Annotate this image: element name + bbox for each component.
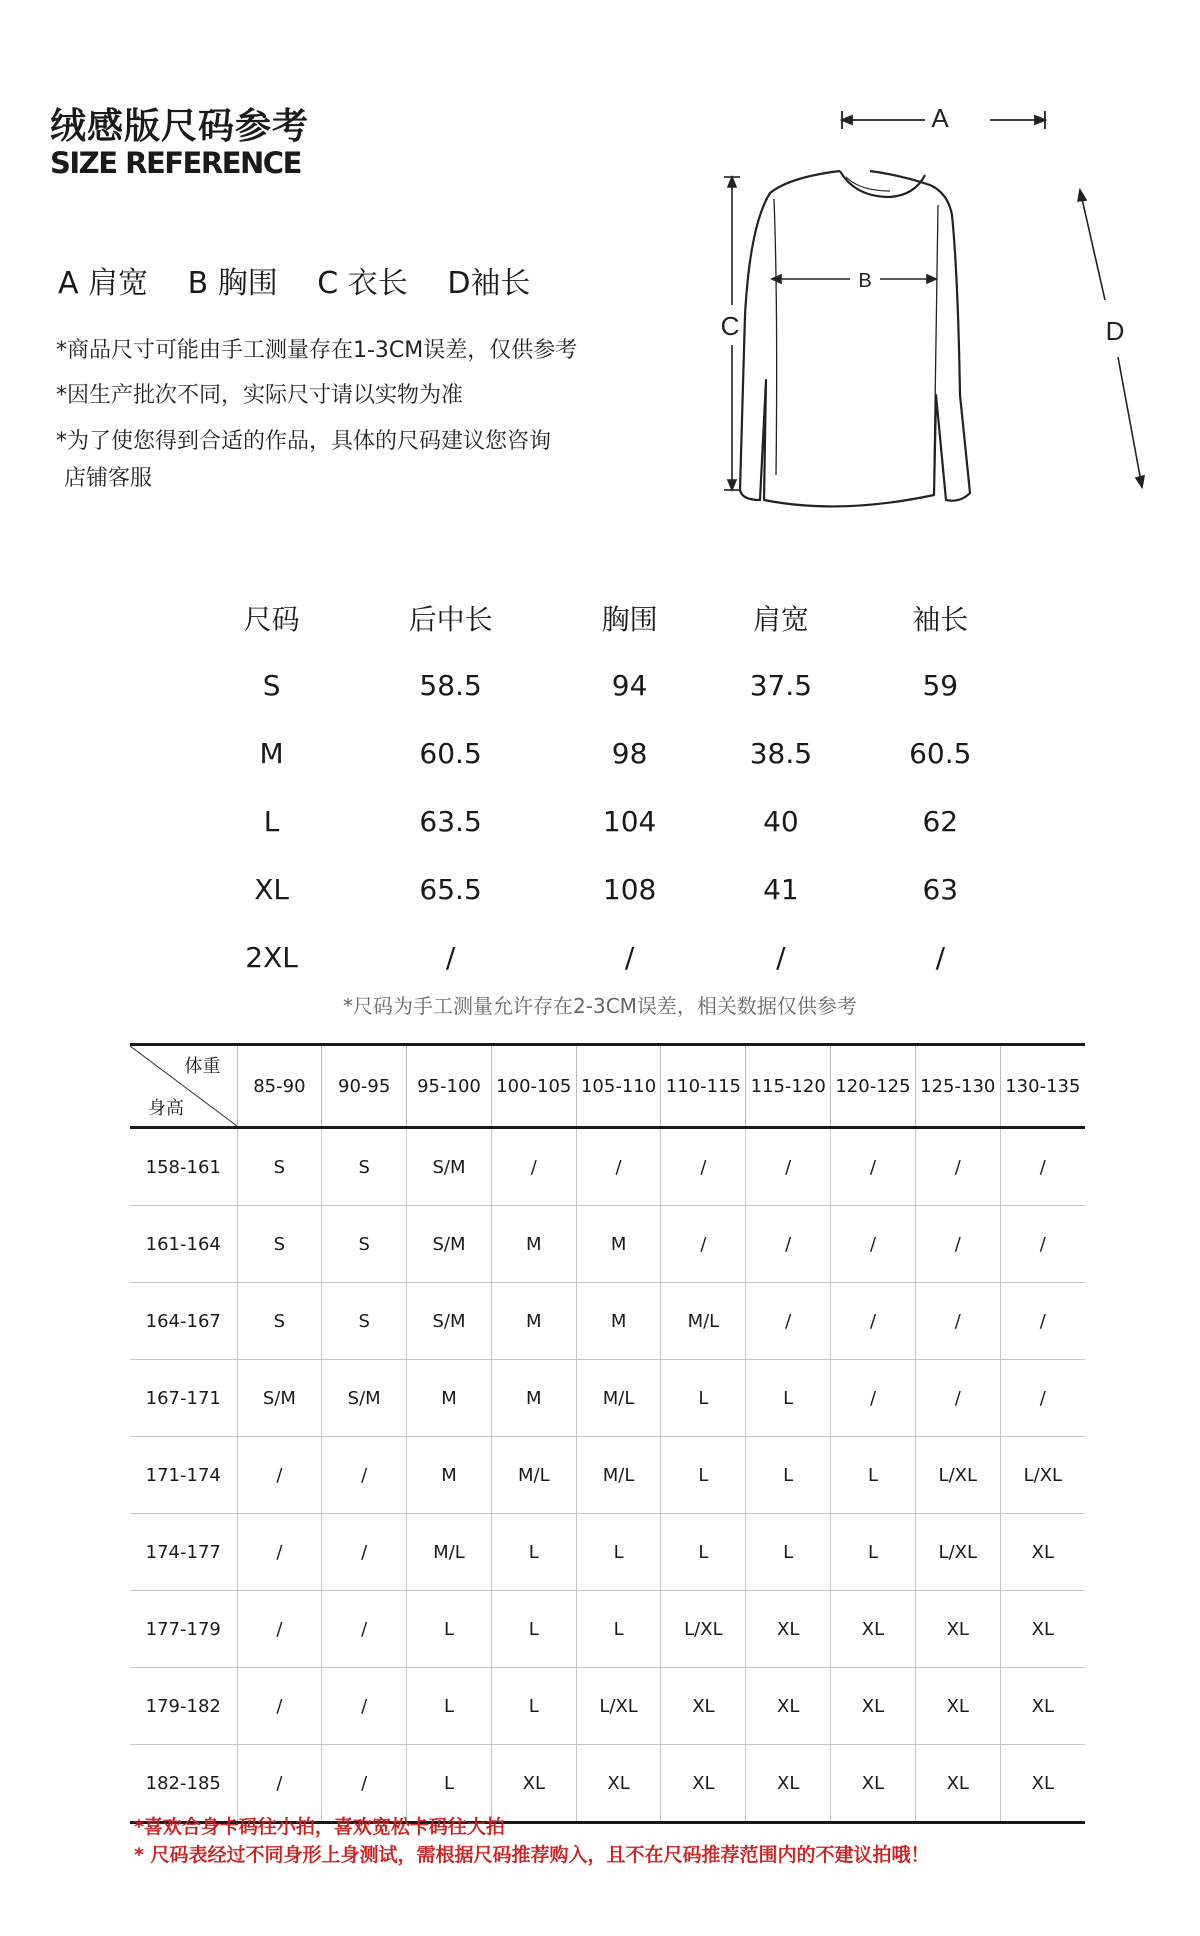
note-2: *因生产批次不同，实际尺寸请以实物为准 <box>56 383 464 408</box>
diagram-label-a: A <box>931 103 949 133</box>
fit-size-cell: / <box>831 1360 916 1437</box>
fit-size-cell: / <box>322 1745 407 1823</box>
size-table-cell: 40 <box>763 804 799 838</box>
fit-size-cell: XL <box>746 1668 831 1745</box>
fit-size-cell: M <box>407 1360 492 1437</box>
fit-size-cell: XL <box>915 1668 1000 1745</box>
fit-table-row <box>130 1128 1085 1206</box>
height-row-label: 164-167 <box>130 1283 237 1360</box>
fit-size-cell: L <box>576 1591 661 1668</box>
fit-size-cell: S/M <box>322 1360 407 1437</box>
size-table-header-row <box>200 585 1020 651</box>
fit-size-cell: XL <box>661 1668 746 1745</box>
fit-recommendation-table <box>130 1043 1085 1824</box>
sweater-outline-icon <box>690 95 1170 525</box>
height-row-label: 179-182 <box>130 1668 237 1745</box>
fit-size-cell: / <box>831 1128 916 1206</box>
corner-weight-label: 体重 <box>184 1056 221 1077</box>
size-table-cell: L <box>263 804 280 838</box>
fit-size-cell: M <box>407 1437 492 1514</box>
page-title-en: SIZE REFERENCE <box>50 146 301 180</box>
fit-size-cell: / <box>831 1206 916 1283</box>
fit-size-cell: XL <box>661 1745 746 1823</box>
note-1: *商品尺寸可能由手工测量存在1-3CM误差，仅供参考 <box>56 338 578 363</box>
size-table-cell: 104 <box>602 804 657 838</box>
fit-size-cell: XL <box>831 1745 916 1823</box>
fit-size-cell: L <box>661 1437 746 1514</box>
height-row-label: 171-174 <box>130 1437 237 1514</box>
size-table-cell: 60.5 <box>419 736 482 770</box>
size-table-cell: 37.5 <box>749 668 813 702</box>
size-table-row <box>200 787 1020 855</box>
size-table-cell: S <box>262 668 281 702</box>
size-table-cell: / <box>935 940 945 974</box>
fit-table-row <box>130 1206 1085 1283</box>
fit-size-cell: S <box>237 1283 322 1360</box>
fit-size-cell: L <box>746 1437 831 1514</box>
height-row-label: 167-171 <box>130 1360 237 1437</box>
note-3: *为了使您得到合适的作品，具体的尺码建议您咨询 <box>56 429 552 454</box>
fit-size-cell: L/XL <box>661 1591 746 1668</box>
fit-size-cell: L <box>576 1514 661 1591</box>
fit-size-cell: M <box>576 1206 661 1283</box>
fit-size-cell: XL <box>831 1668 916 1745</box>
size-table-cell: 58.5 <box>419 668 482 702</box>
fit-size-cell: XL <box>491 1745 576 1823</box>
fit-size-cell: / <box>237 1745 322 1823</box>
size-table-cell: 65.5 <box>419 872 482 906</box>
footer-tip-2: * 尺码表经过不同身形上身测试，需根据尺码推荐购入，且不在尺码推荐范围内的不建议拍哦！ <box>134 1844 930 1866</box>
size-table-cell: M <box>259 736 284 770</box>
fit-size-cell: M <box>491 1283 576 1360</box>
size-table-cell: 60.5 <box>909 736 972 770</box>
weight-column-header: 90-95 <box>322 1045 407 1128</box>
legend-b: B 胸围 <box>187 266 278 301</box>
fit-size-cell: M/L <box>661 1283 746 1360</box>
fit-size-cell: L <box>491 1514 576 1591</box>
fit-size-cell: M/L <box>407 1514 492 1591</box>
legend-c: C 衣长 <box>317 266 408 301</box>
size-table-cell: 94 <box>611 668 648 702</box>
fit-size-cell: S/M <box>237 1360 322 1437</box>
size-table-cell: 2XL <box>245 940 298 974</box>
diagram-label-d: D <box>1105 316 1125 346</box>
size-table-cell: 108 <box>602 872 657 906</box>
size-table-header: 尺码 <box>243 603 300 636</box>
fit-table-row <box>130 1514 1085 1591</box>
fit-table-row <box>130 1437 1085 1514</box>
fit-size-cell: L <box>491 1591 576 1668</box>
fit-table-container <box>130 1043 1085 1824</box>
fit-size-cell: L <box>746 1360 831 1437</box>
fit-table-row <box>130 1360 1085 1437</box>
fit-size-cell: / <box>661 1128 746 1206</box>
fit-size-cell: / <box>1000 1283 1085 1360</box>
page-title-cn: 绒感版尺码参考 <box>50 106 310 147</box>
fit-size-cell: M <box>576 1283 661 1360</box>
fit-size-cell: M/L <box>576 1360 661 1437</box>
fit-size-cell: / <box>915 1360 1000 1437</box>
weight-column-header: 130-135 <box>1000 1045 1085 1128</box>
fit-size-cell: XL <box>576 1745 661 1823</box>
weight-column-header: 125-130 <box>915 1045 1000 1128</box>
fit-size-cell: S/M <box>407 1206 492 1283</box>
fit-size-cell: L/XL <box>915 1437 1000 1514</box>
fit-size-cell: L <box>407 1591 492 1668</box>
weight-column-header: 115-120 <box>746 1045 831 1128</box>
fit-size-cell: XL <box>1000 1745 1085 1823</box>
fit-size-cell: XL <box>746 1745 831 1823</box>
note-4: 店铺客服 <box>64 466 153 491</box>
fit-size-cell: / <box>237 1591 322 1668</box>
size-table-cell: 41 <box>763 872 799 906</box>
fit-size-cell: M <box>491 1360 576 1437</box>
fit-size-cell: L <box>407 1745 492 1823</box>
diagram-label-c: C <box>720 311 740 341</box>
fit-table-row <box>130 1283 1085 1360</box>
fit-size-cell: / <box>576 1128 661 1206</box>
size-table-cell: / <box>445 940 456 974</box>
weight-column-header: 85-90 <box>237 1045 322 1128</box>
fit-size-cell: XL <box>831 1591 916 1668</box>
fit-table-header-row <box>130 1045 1085 1128</box>
fit-size-cell: L/XL <box>915 1514 1000 1591</box>
corner-height-label: 身高 <box>148 1098 184 1119</box>
size-table-header: 袖长 <box>912 603 969 636</box>
fit-table-corner <box>130 1045 237 1128</box>
fit-size-cell: L <box>831 1514 916 1591</box>
fit-size-cell: S <box>322 1128 407 1206</box>
fit-size-cell: L <box>407 1668 492 1745</box>
fit-size-cell: / <box>1000 1206 1085 1283</box>
size-table-cell: 38.5 <box>749 736 813 770</box>
fit-size-cell: / <box>491 1128 576 1206</box>
fit-size-cell: S <box>237 1128 322 1206</box>
size-table-cell: 62 <box>922 804 959 838</box>
fit-size-cell: S <box>322 1206 407 1283</box>
fit-size-cell: / <box>915 1283 1000 1360</box>
fit-size-cell: L <box>661 1514 746 1591</box>
fit-size-cell: XL <box>915 1591 1000 1668</box>
weight-column-header: 100-105 <box>491 1045 576 1128</box>
fit-size-cell: / <box>746 1128 831 1206</box>
diagram-label-b: B <box>858 270 872 292</box>
fit-size-cell: L <box>831 1437 916 1514</box>
legend-a: A 肩宽 <box>58 266 149 301</box>
fit-size-cell: M <box>491 1206 576 1283</box>
legend-d: D袖长 <box>447 266 531 301</box>
footer-tip-1: *喜欢合身卡码往小拍，喜欢宽松卡码往大拍 <box>134 1816 505 1838</box>
size-table-header: 胸围 <box>601 603 658 636</box>
fit-size-cell: L/XL <box>576 1668 661 1745</box>
size-table-row <box>200 651 1020 719</box>
weight-column-header: 110-115 <box>661 1045 746 1128</box>
height-row-label: 182-185 <box>130 1745 237 1823</box>
fit-size-cell: S <box>237 1206 322 1283</box>
fit-size-cell: XL <box>1000 1591 1085 1668</box>
height-row-label: 158-161 <box>130 1128 237 1206</box>
fit-size-cell: XL <box>1000 1514 1085 1591</box>
fit-table-row <box>130 1668 1085 1745</box>
fit-size-cell: S/M <box>407 1128 492 1206</box>
fit-size-cell: L <box>661 1360 746 1437</box>
fit-size-cell: M/L <box>576 1437 661 1514</box>
size-table-cell: 63.5 <box>419 804 482 838</box>
size-table-header: 肩宽 <box>752 603 809 636</box>
fit-size-cell: / <box>915 1128 1000 1206</box>
size-measurement-table <box>200 585 1020 991</box>
fit-size-cell: L <box>491 1668 576 1745</box>
fit-size-cell: / <box>237 1514 322 1591</box>
fit-size-cell: / <box>746 1283 831 1360</box>
fit-size-cell: S <box>322 1283 407 1360</box>
weight-column-header: 120-125 <box>831 1045 916 1128</box>
fit-table-row <box>130 1745 1085 1823</box>
size-table-cell: 98 <box>611 736 648 770</box>
height-row-label: 161-164 <box>130 1206 237 1283</box>
fit-size-cell: M/L <box>491 1437 576 1514</box>
fit-size-cell: XL <box>746 1591 831 1668</box>
height-row-label: 177-179 <box>130 1591 237 1668</box>
fit-size-cell: / <box>1000 1360 1085 1437</box>
fit-size-cell: / <box>746 1206 831 1283</box>
fit-size-cell: / <box>1000 1128 1085 1206</box>
size-table-cell: XL <box>254 872 289 906</box>
size-table-row <box>200 719 1020 787</box>
fit-size-cell: XL <box>915 1745 1000 1823</box>
height-row-label: 174-177 <box>130 1514 237 1591</box>
measurement-legend <box>58 258 560 302</box>
fit-size-cell: / <box>322 1514 407 1591</box>
size-table-row <box>200 855 1020 923</box>
fit-size-cell: L <box>746 1514 831 1591</box>
fit-size-cell: XL <box>1000 1668 1085 1745</box>
fit-size-cell: / <box>831 1283 916 1360</box>
size-table-note: *尺码为手工测量允许存在2-3CM误差，相关数据仅供参考 <box>343 994 857 1018</box>
fit-table-row <box>130 1591 1085 1668</box>
size-table-cell: / <box>776 940 786 974</box>
fit-size-cell: / <box>322 1437 407 1514</box>
fit-size-cell: / <box>915 1206 1000 1283</box>
fit-size-cell: / <box>661 1206 746 1283</box>
fit-size-cell: S/M <box>407 1283 492 1360</box>
weight-column-header: 105-110 <box>576 1045 661 1128</box>
size-table-row <box>200 923 1020 991</box>
size-table-cell: 63 <box>922 872 959 906</box>
fit-size-cell: / <box>237 1668 322 1745</box>
fit-size-cell: / <box>322 1591 407 1668</box>
weight-column-header: 95-100 <box>407 1045 492 1128</box>
size-table-cell: 59 <box>922 668 959 702</box>
fit-size-cell: / <box>322 1668 407 1745</box>
size-table-cell: / <box>624 940 635 974</box>
fit-size-cell: / <box>237 1437 322 1514</box>
fit-size-cell: L/XL <box>1000 1437 1085 1514</box>
size-table-header: 后中长 <box>408 603 493 636</box>
